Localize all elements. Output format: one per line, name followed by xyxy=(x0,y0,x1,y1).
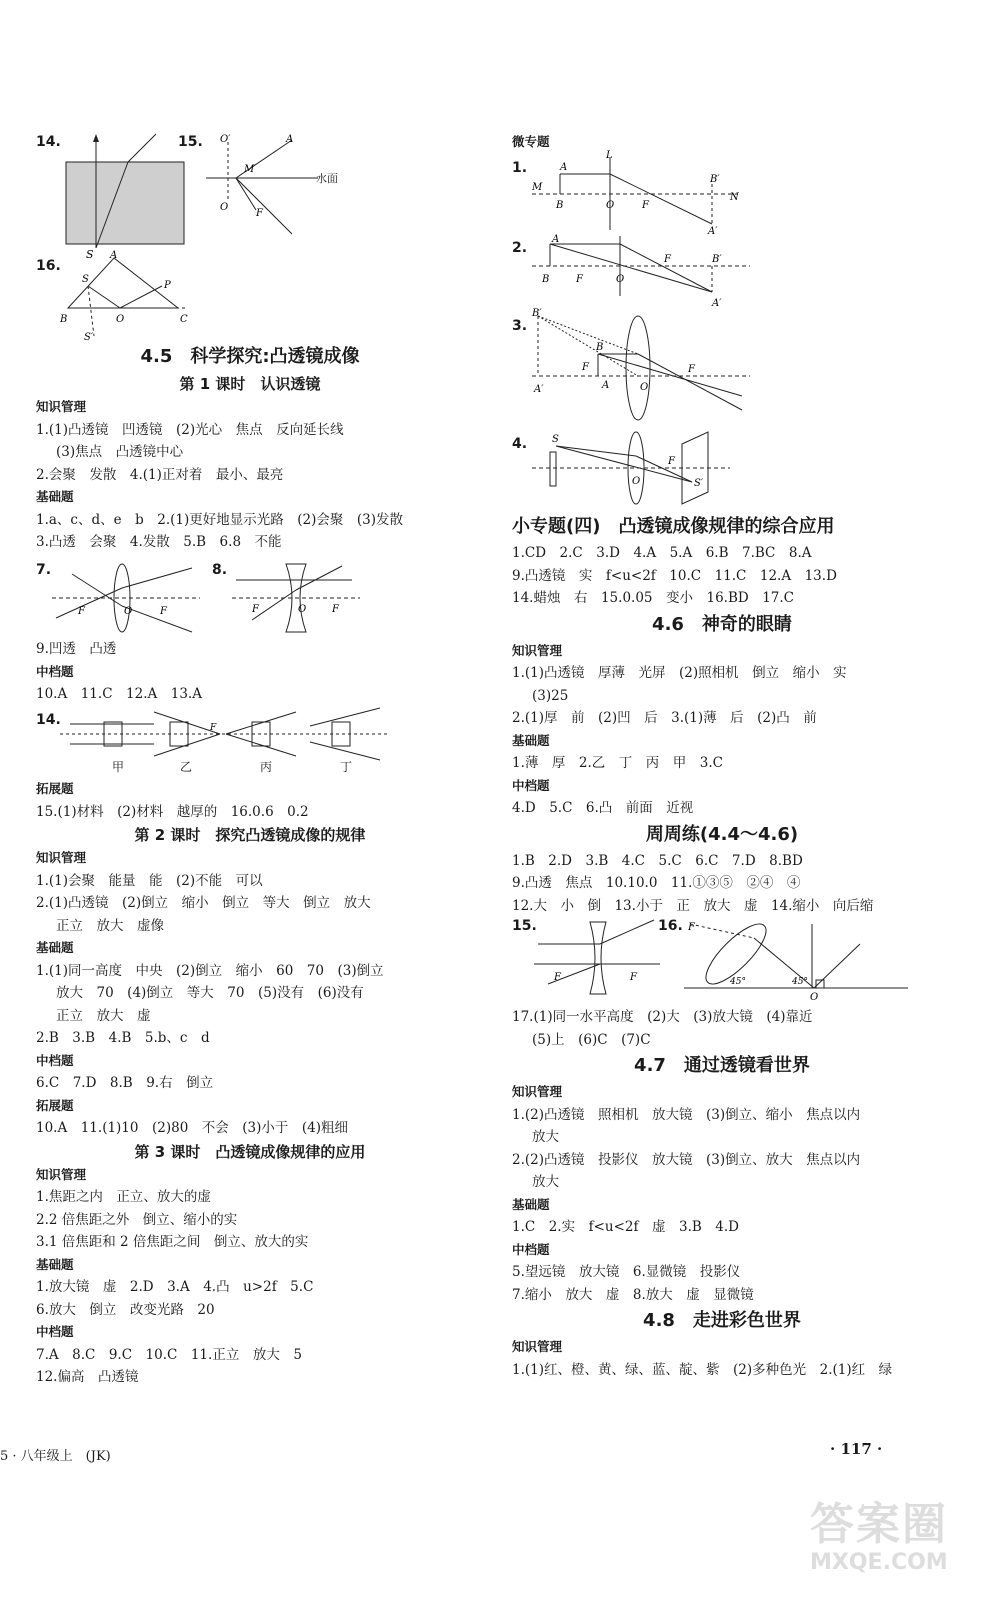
figure-label: 丁 xyxy=(340,760,353,774)
answer-line: (5)上 (6)C (7)C xyxy=(532,1031,651,1048)
svg-text:B: B xyxy=(60,314,68,325)
svg-text:A′: A′ xyxy=(534,384,544,395)
answer-line: 2.(1)凸透镜 (2)倒立 缩小 倒立 等大 倒立 放大 xyxy=(36,895,371,911)
answer-line: 1.(1)同一高度 中央 (2)倒立 缩小 60 70 (3)倒立 xyxy=(36,962,384,979)
answer-line: 2.(2)凸透镜 投影仪 放大镜 (3)倒立、放大 焦点以内 xyxy=(512,1151,861,1168)
micro-topic-heading: 微专题 xyxy=(512,134,550,149)
svg-text:A′: A′ xyxy=(708,226,718,237)
figure-label: 丙 xyxy=(260,760,273,774)
answer-line: 12.大 小 倒 13.小于 正 放大 虚 14.缩小 向后缩 xyxy=(512,897,874,914)
svg-text:B′: B′ xyxy=(710,174,720,185)
answer-line: 5.望远镜 放大镜 6.显微镜 投影仪 xyxy=(512,1264,741,1280)
svg-text:F: F xyxy=(210,723,217,733)
answer-block xyxy=(36,1164,464,1389)
svg-text:B: B xyxy=(596,342,604,353)
svg-text:F: F xyxy=(256,208,263,219)
answer-line: 10.A 11.(1)10 (2)80 不会 (3)小于 (4)粗细 xyxy=(36,1120,349,1136)
question-number: 7. xyxy=(36,562,52,578)
subsection-heading: 知识管理 xyxy=(512,1339,563,1354)
subsection-heading: 中档题 xyxy=(512,777,550,793)
svg-text:B: B xyxy=(556,200,564,211)
figure-label: 乙 xyxy=(180,760,193,774)
figure-r16-mirror xyxy=(684,918,910,1002)
svg-text:S′: S′ xyxy=(84,332,94,343)
svg-text:O: O xyxy=(606,200,615,211)
subsection-heading: 基础题 xyxy=(512,732,550,748)
answer-line: 正立 放大 虚 xyxy=(56,1007,151,1024)
answer-block xyxy=(36,847,464,1140)
answer-line: 2.(1)厚 前 (2)凹 后 3.(1)薄 后 (2)凸 前 xyxy=(512,710,817,726)
answer-block xyxy=(512,1081,932,1306)
section-title: 周周练(4.4～4.6) xyxy=(645,823,799,845)
svg-text:A′: A′ xyxy=(712,298,722,309)
answer-block xyxy=(512,542,932,610)
svg-text:S′: S′ xyxy=(694,478,704,489)
svg-text:O′: O′ xyxy=(220,134,231,145)
lesson-title: 第 1 课时 认识透镜 xyxy=(179,375,321,393)
subsection-heading: 基础题 xyxy=(36,1256,74,1272)
svg-text:F: F xyxy=(630,972,637,983)
svg-text:45°: 45° xyxy=(730,977,746,987)
svg-text:M: M xyxy=(532,182,543,193)
figure-r2-imaging xyxy=(532,234,752,314)
footer-grade: 5 · 八年级上 (JK) xyxy=(0,1449,111,1464)
answer-line: 6.C 7.D 8.B 9.右 倒立 xyxy=(36,1075,214,1091)
subsection-heading: 中档题 xyxy=(36,1052,74,1068)
answer-line: 1.(2)凸透镜 照相机 放大镜 (3)倒立、缩小 焦点以内 xyxy=(512,1106,861,1123)
svg-text:O: O xyxy=(220,202,229,213)
svg-text:A: A xyxy=(602,380,610,391)
answer-line: 17.(1)同一水平高度 (2)大 (3)放大镜 (4)靠近 xyxy=(512,1009,813,1025)
svg-text:F: F xyxy=(642,200,649,211)
answer-line: 1.C 2.实 f<u<2f 虚 3.B 4.D xyxy=(512,1219,739,1235)
svg-text:F: F xyxy=(668,456,675,467)
svg-text:F: F xyxy=(332,604,339,615)
subsection-heading: 知识管理 xyxy=(512,642,563,658)
answer-line: 1.(1)凸透镜 厚薄 光屏 (2)照相机 倒立 缩小 实 xyxy=(512,665,847,681)
question-number: 2. xyxy=(512,240,528,256)
question-number: 8. xyxy=(212,562,228,578)
answer-line: (3)25 xyxy=(532,687,569,704)
svg-text:S: S xyxy=(552,434,559,445)
svg-text:F: F xyxy=(252,604,259,615)
svg-text:O: O xyxy=(116,314,125,325)
answer-line: 15.(1)材料 (2)材料 越厚的 16.0.6 0.2 xyxy=(36,803,309,820)
answer-block xyxy=(512,850,932,918)
subsection-heading: 知识管理 xyxy=(512,1084,563,1099)
figure-15-water-surface xyxy=(206,130,366,240)
figure-r15-concave-lens xyxy=(534,918,662,998)
answer-block xyxy=(512,1006,932,1051)
svg-text:F: F xyxy=(78,606,85,617)
figure-r3-virtual-image xyxy=(532,310,752,420)
answer-line: 3.1 倍焦距和 2 倍焦距之间 倒立、放大的实 xyxy=(36,1234,309,1250)
subsection-heading: 中档题 xyxy=(36,1324,74,1339)
svg-text:A: A xyxy=(560,162,568,173)
svg-text:C: C xyxy=(180,314,188,325)
figure-8-concave-lens xyxy=(232,560,362,640)
watermark-text: 答案圈 xyxy=(810,1499,948,1550)
answer-block xyxy=(512,1336,932,1381)
page-number: · 117 · xyxy=(830,1440,883,1458)
svg-text:N: N xyxy=(730,192,739,203)
answer-line: 放大 xyxy=(532,1129,559,1145)
answer-line: 6.放大 倒立 改变光路 20 xyxy=(36,1301,215,1318)
svg-text:B: B xyxy=(542,274,550,285)
answer-line: 9.凸透镜 实 f<u<2f 10.C 11.C 12.A 13.D xyxy=(512,567,837,584)
question-number: 14. xyxy=(36,712,61,728)
svg-text:F: F xyxy=(688,364,695,375)
answer-line: 12.偏高 凸透镜 xyxy=(36,1369,139,1385)
subsection-heading: 基础题 xyxy=(36,940,74,955)
answer-line: 2.会聚 发散 4.(1)正对着 最小、最亮 xyxy=(36,466,284,483)
svg-text:F: F xyxy=(582,362,589,373)
answer-line: 9.凹透 凸透 xyxy=(36,641,117,657)
svg-text:A: A xyxy=(286,134,294,145)
svg-text:F: F xyxy=(664,254,671,265)
answer-line: 1.a、c、d、e b 2.(1)更好地显示光路 (2)会聚 (3)发散 xyxy=(36,511,404,528)
section-title: 小专题(四) 凸透镜成像规律的综合应用 xyxy=(512,516,835,537)
answer-line: 2.B 3.B 4.B 5.b、c d xyxy=(36,1030,210,1046)
svg-text:45°: 45° xyxy=(792,977,808,987)
svg-text:O: O xyxy=(640,382,649,393)
answer-line: 7.A 8.C 9.C 10.C 11.正立 放大 5 xyxy=(36,1346,302,1363)
figure-r4-candle-screen xyxy=(532,426,732,506)
answer-line: 1.(1)会聚 能量 能 (2)不能 可以 xyxy=(36,872,263,889)
answer-line: 放大 xyxy=(532,1174,559,1190)
answer-line: 1.薄 厚 2.乙 丁 丙 甲 3.C xyxy=(512,755,723,771)
subsection-heading: 基础题 xyxy=(512,1196,550,1212)
svg-text:S: S xyxy=(86,248,94,261)
svg-text:F: F xyxy=(160,606,167,617)
answer-block xyxy=(36,778,464,823)
answer-line: (3)焦点 凸透镜中心 xyxy=(56,444,184,460)
figure-label: 水面 xyxy=(316,172,338,185)
section-title: 4.5 科学探究:凸透镜成像 xyxy=(140,346,360,367)
answer-line: 1.CD 2.C 3.D 4.A 5.A 6.B 7.BC 8.A xyxy=(512,545,812,561)
answer-line: 1.焦距之内 正立、放大的虚 xyxy=(36,1189,211,1205)
subsection-heading: 知识管理 xyxy=(36,1166,87,1182)
svg-text:B′: B′ xyxy=(712,254,722,265)
svg-text:A: A xyxy=(110,250,118,261)
question-number: 15. xyxy=(512,918,537,934)
section-title: 4.6 神奇的眼睛 xyxy=(652,613,792,635)
subsection-heading: 知识管理 xyxy=(36,850,87,865)
answer-line: 1.(1)红、橙、黄、绿、蓝、靛、紫 (2)多种色光 2.(1)红 绿 xyxy=(512,1361,893,1378)
svg-text:O: O xyxy=(616,274,625,285)
question-number: 4. xyxy=(512,436,528,452)
svg-text:O: O xyxy=(810,992,819,1003)
answer-line: 14.蜡烛 右 15.0.05 变小 16.BD 17.C xyxy=(512,590,795,606)
figure-r1-imaging xyxy=(532,150,742,237)
lesson-title: 第 2 课时 探究凸透镜成像的规律 xyxy=(134,826,366,844)
answer-line: 放大 70 (4)倒立 等大 70 (5)没有 (6)没有 xyxy=(56,985,364,1001)
question-number: 1. xyxy=(512,160,528,176)
svg-text:B′: B′ xyxy=(532,308,542,319)
question-number: 16. xyxy=(658,918,683,934)
answer-line: 1.B 2.D 3.B 4.C 5.C 6.C 7.D 8.BD xyxy=(512,852,803,869)
subsection-heading: 知识管理 xyxy=(36,399,87,414)
answer-line: 3.凸透 会聚 4.发散 5.B 6.8 不能 xyxy=(36,534,282,550)
svg-text:O: O xyxy=(632,476,641,487)
figure-14-refraction xyxy=(60,130,190,261)
svg-text:F: F xyxy=(554,972,561,983)
svg-text:S: S xyxy=(82,274,89,285)
answer-line: 4.D 5.C 6.凸 前面 近视 xyxy=(512,800,694,816)
subsection-heading: 中档题 xyxy=(512,1241,550,1257)
question-number: 3. xyxy=(512,318,528,334)
question-number: 14. xyxy=(36,134,61,150)
svg-text:P: P xyxy=(164,280,171,291)
subsection-heading: 拓展题 xyxy=(36,1097,74,1113)
answer-line: 正立 放大 虚像 xyxy=(56,917,164,934)
svg-text:F: F xyxy=(688,922,695,933)
answer-block xyxy=(36,638,464,706)
section-title: 4.7 通过透镜看世界 xyxy=(634,1055,810,1076)
svg-text:A: A xyxy=(552,234,560,245)
subsection-heading: 中档题 xyxy=(36,663,74,679)
question-number: 15. xyxy=(178,134,203,150)
svg-text:O: O xyxy=(124,606,133,617)
subsection-heading: 基础题 xyxy=(36,489,74,504)
answer-line: 7.缩小 放大 虚 8.放大 虚 显微镜 xyxy=(512,1286,754,1303)
answer-line: 10.A 11.C 12.A 13.A xyxy=(36,686,202,702)
section-title: 4.8 走进彩色世界 xyxy=(643,1310,801,1331)
watermark-url: MXQE.COM xyxy=(810,1550,948,1575)
answer-block xyxy=(36,396,464,554)
question-number: 16. xyxy=(36,258,61,274)
answer-block xyxy=(512,640,932,820)
answer-line: 2.2 倍焦距之外 倒立、缩小的实 xyxy=(36,1211,238,1228)
lesson-title: 第 3 课时 凸透镜成像规律的应用 xyxy=(134,1142,366,1161)
figure-7-convex-lens xyxy=(52,560,202,640)
svg-text:M: M xyxy=(244,164,255,175)
answer-line: 1.(1)凸透镜 凹透镜 (2)光心 焦点 反向延长线 xyxy=(36,421,344,438)
svg-text:O: O xyxy=(298,604,307,615)
watermark-logo xyxy=(810,1500,990,1590)
svg-text:L: L xyxy=(606,150,613,161)
answer-line: 1.放大镜 虚 2.D 3.A 4.凸 u>2f 5.C xyxy=(36,1279,314,1295)
svg-text:F: F xyxy=(576,274,583,285)
figure-16-prism xyxy=(60,250,200,343)
answer-line: 9.凸透 焦点 10.10.0 11.①③⑤ ②④ ④ xyxy=(512,875,801,891)
figure-label: 甲 xyxy=(112,760,125,774)
subsection-heading: 拓展题 xyxy=(36,781,74,796)
